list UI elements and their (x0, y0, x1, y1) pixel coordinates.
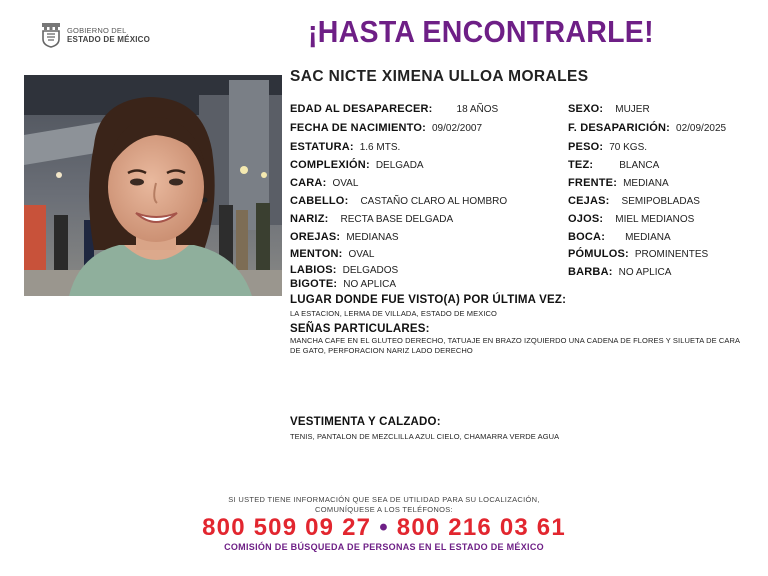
field-nariz (290, 212, 453, 227)
lugar-text: LA ESTACION, LERMA DE VILLADA, ESTADO DE MEXICO (290, 309, 497, 318)
field-edad-label: EDAD AL DESAPARECER: (290, 103, 433, 115)
field-estatura-label: ESTATURA: (290, 141, 354, 153)
field-menton (290, 247, 374, 262)
field-edad (290, 102, 498, 117)
field-pomulos-value: PROMINENTES (634, 249, 709, 260)
field-labios-label: LABIOS: (290, 264, 337, 276)
field-tez-label: TEZ: (568, 159, 594, 171)
field-cara (290, 176, 358, 191)
field-barba-value: NO APLICA (618, 267, 672, 278)
field-frente-label: FRENTE: (568, 177, 618, 189)
field-tez (568, 158, 659, 173)
field-desaparicion-label: F. DESAPARICIÓN: (568, 122, 671, 134)
field-pomulos (568, 247, 708, 262)
field-cabello-value: CASTAÑO CLARO AL HOMBRO (360, 196, 508, 207)
field-sexo-label: SEXO: (568, 103, 604, 115)
field-complexion-value: DELGADA (375, 160, 424, 171)
person-name: SAC NICTE XIMENA ULLOA MORALES (290, 68, 589, 85)
vestimenta-text: TENIS, PANTALON DE MEZCLILLA AZUL CIELO, CHAMARRA VERDE AGUA (290, 432, 560, 441)
field-pomulos-label: PÓMULOS: (568, 248, 629, 260)
field-sexo-value: MUJER (615, 104, 650, 115)
field-boca (568, 230, 671, 245)
gov-line-1: GOBIERNO DEL (67, 26, 127, 35)
field-cara-value: OVAL (332, 178, 359, 189)
field-peso-value: 70 KGS. (609, 142, 648, 153)
state-coat-of-arms-icon (40, 22, 62, 48)
field-bigote-value: NO APLICA (343, 279, 397, 290)
field-nariz-value: RECTA BASE DELGADA (340, 214, 454, 225)
field-complexion-label: COMPLEXIÓN: (290, 159, 370, 171)
senas-line-1: MANCHA CAFE EN EL GLUTEO DERECHO, TATUAJE EN BRAZO IZQUIERDO UNA CADENA DE FLORES Y SILUETA DE CARA (290, 336, 741, 345)
field-ojos-value: MIEL MEDIANOS (615, 214, 695, 225)
field-labios-value: DELGADOS (342, 265, 399, 276)
field-cejas-label: CEJAS: (568, 195, 610, 207)
field-cabello-label: CABELLO: (290, 195, 349, 207)
field-menton-label: MENTON: (290, 248, 343, 260)
field-sexo (568, 102, 650, 117)
field-barba (568, 265, 671, 280)
phone-separator: • (379, 514, 389, 541)
field-orejas-label: OREJAS: (290, 231, 341, 243)
headline: ¡HASTA ENCONTRARLE! (308, 14, 654, 49)
field-nacimiento-label: FECHA DE NACIMIENTO: (290, 122, 426, 134)
field-nariz-label: NARIZ: (290, 213, 329, 225)
senas-title: SEÑAS PARTICULARES: (290, 323, 430, 335)
field-cabello (290, 194, 507, 209)
field-nacimiento-value: 09/02/2007 (432, 123, 483, 134)
lugar-title: LUGAR DONDE FUE VISTO(A) POR ÚLTIMA VEZ: (290, 294, 567, 306)
field-peso (568, 140, 647, 155)
field-desaparicion (568, 121, 726, 136)
field-desaparicion-value: 02/09/2025 (676, 123, 727, 134)
field-cejas-value: SEMIPOBLADAS (621, 196, 700, 207)
field-edad-value: 18 AÑOS (456, 104, 499, 115)
vestimenta-title: VESTIMENTA Y CALZADO: (290, 416, 441, 428)
field-cara-label: CARA: (290, 177, 327, 189)
field-frente-value: MEDIANA (623, 178, 669, 189)
phone-2[interactable]: 800 216 03 61 (396, 514, 566, 541)
field-labios (290, 263, 398, 278)
government-logo (40, 22, 150, 48)
field-ojos-label: OJOS: (568, 213, 604, 225)
phone-1[interactable]: 800 509 09 27 (202, 514, 372, 541)
field-estatura (290, 140, 400, 155)
field-bigote-label: BIGOTE: (290, 278, 338, 290)
field-bigote (290, 277, 396, 292)
field-boca-value: MEDIANA (625, 232, 671, 243)
field-peso-label: PESO: (568, 141, 604, 153)
person-photo (24, 75, 282, 296)
senas-line-2: DE GATO, PERFORACION NARIZ LADO DERECHO (290, 346, 473, 355)
field-menton-value: OVAL (348, 249, 375, 260)
field-nacimiento (290, 121, 482, 136)
field-cejas (568, 194, 700, 209)
field-complexion (290, 158, 424, 173)
field-orejas-value: MEDIANAS (346, 232, 399, 243)
field-barba-label: BARBA: (568, 266, 613, 278)
field-frente (568, 176, 669, 191)
phone-numbers (0, 514, 768, 542)
field-boca-label: BOCA: (568, 231, 606, 243)
gov-line-2: ESTADO DE MÉXICO (67, 35, 151, 44)
footer-info-line-1: SI USTED TIENE INFORMACIÓN QUE SEA DE UTILIDAD PARA SU LOCALIZACIÓN, (228, 495, 540, 504)
field-estatura-value: 1.6 MTS. (359, 142, 401, 153)
field-orejas (290, 230, 399, 245)
footer-info-line-2: COMUNÍQUESE A LOS TELÉFONOS: (315, 505, 453, 514)
field-ojos (568, 212, 694, 227)
commission-name: COMISIÓN DE BÚSQUEDA DE PERSONAS EN EL ESTADO DE MÉXICO (224, 542, 544, 552)
field-tez-value: BLANCA (619, 160, 660, 171)
